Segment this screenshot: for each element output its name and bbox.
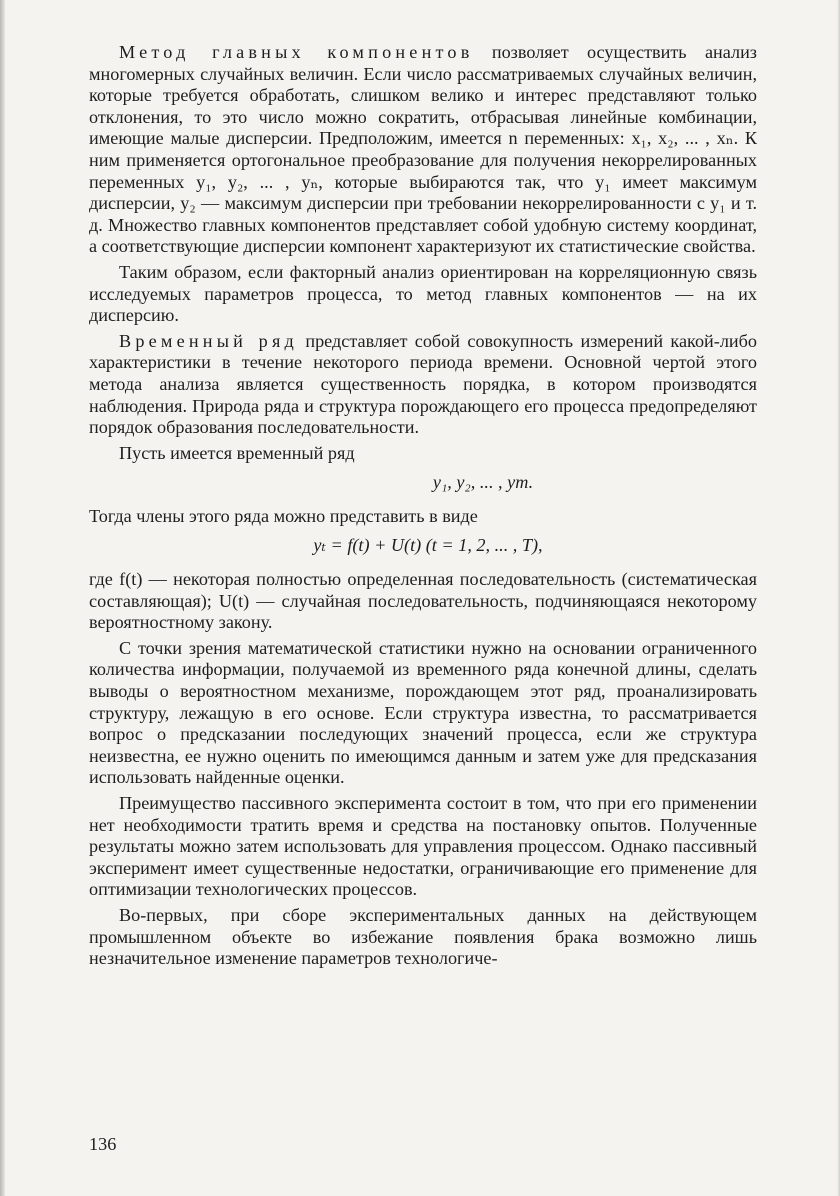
- paragraph-summary: Таким образом, если факторный анализ ориентирован на корреляционную связь исследуемых параметров процесса, то метод главных компонентов — на их дисперсию.: [89, 261, 757, 326]
- page-number: 136: [89, 1134, 117, 1154]
- spaced-term: Временный ряд: [119, 330, 298, 351]
- paragraph-text: позволяет осуществить анализ многомерных случайных величин. Если число рассматриваемых случайных величин, которые требуется обработать, слишком велико и интерес представляют только отклонения, то это число можно сократить, отбрасывая линейные комбинации, имеющие малые дисперсии. Предположим, имеется n переменных: x₁, x₂, ... , xₙ. К ним применяется ортогональное преобразование для получения некоррелированных переменных y₁, y₂, ... , yₙ, которые выбираются так, что y₁ имеет максимум дисперсии, y₂ — максимум дисперсии при требовании некоррелированности с y₁ и т. д. Множество главных компонентов представляет собой удобную систему координат, а соответствующие дисперсии компонент характеризуют их статистические свойства.: [89, 42, 757, 257]
- paragraph-text: представляет собой совокупность измерений какой-либо характеристики в течение некоторого периода времени. Основной чертой этого метода анализа является существенность порядка, в котором производятся наблюдения. Природа ряда и структура порождающего его процесса предопределяют порядок образования последовательности.: [89, 330, 758, 438]
- paragraph-time-series: [89, 331, 757, 439]
- paragraph-firstly: Во-первых, при сборе экспериментальных данных на действующем промышленном объекте во избежание появления брака возможно лишь незначительное изменение параметров технологиче-: [89, 904, 757, 969]
- page-binding-edge: [0, 0, 5, 1196]
- paragraph-statistics: С точки зрения математической статистики нужно на основании ограниченного количества информации, получаемой из временного ряда конечной длины, сделать выводы о вероятностном механизме, порождающем этот ряд, проанализировать структуру, лежащую в его основе. Если структура известна, то рассматривается вопрос о предсказании последующих значений процесса, если же структура неизвестна, ее нужно оценить по имеющимся данным и затем уже для предсказания использовать найденные оценки.: [89, 637, 757, 788]
- page-text: [89, 42, 757, 974]
- paragraph-represent: Тогда члены этого ряда можно представить в виде: [89, 505, 478, 526]
- paragraph-definitions: где f(t) — некоторая полностью определенная последовательность (систематическая составляющая); U(t) — случайная последовательность, подчиняющаяся некоторому вероятностному закону.: [89, 569, 757, 633]
- formula-decomposition: yₜ = f(t) + U(t) (t = 1, 2, ... , T),: [313, 535, 543, 556]
- paragraph-principal-components: [89, 42, 757, 258]
- paragraph-let-series: Пусть имеется временный ряд: [119, 442, 355, 463]
- spaced-term: Метод главных компонентов: [119, 42, 474, 62]
- paragraph-passive-experiment: Преимущество пассивного эксперимента состоит в том, что при его применении нет необходимости тратить время и средства на постановку опытов. Полученные результаты можно затем использовать для управления процессом. Однако пассивный эксперимент имеет существенные недостатки, ограничивающие его применение для оптимизации технологических процессов.: [89, 793, 757, 900]
- formula-series: y₁, y₂, ... , yт.: [432, 472, 534, 493]
